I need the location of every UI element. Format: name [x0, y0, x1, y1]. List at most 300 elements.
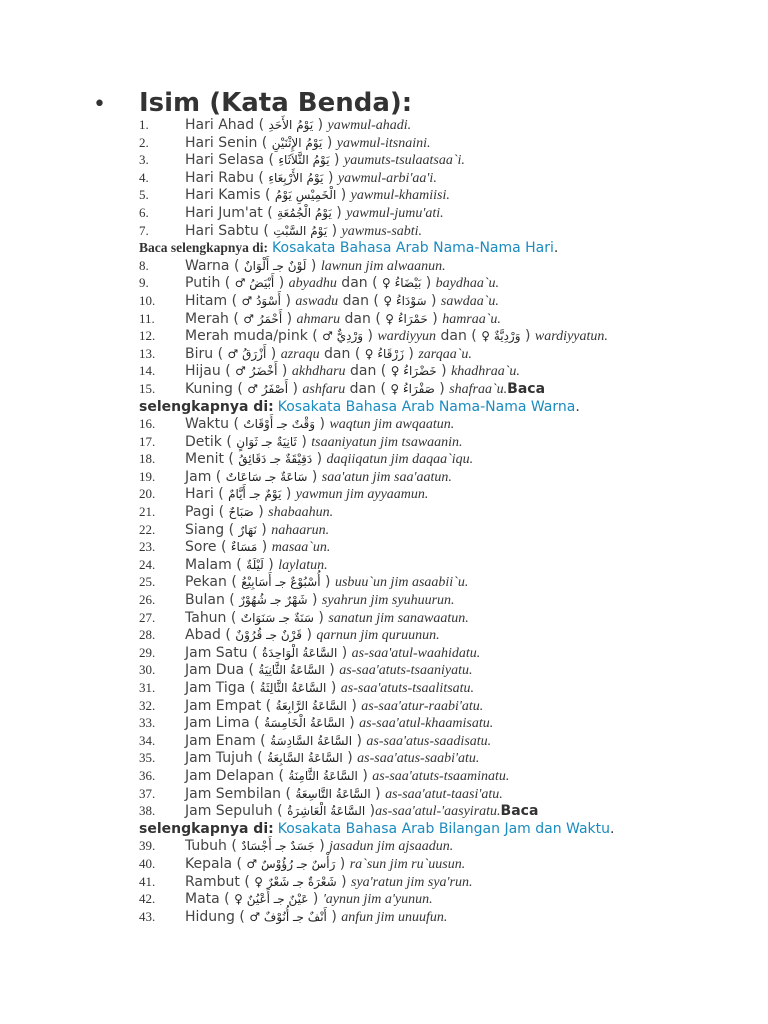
- indonesian-word: Jam Satu (: [185, 644, 262, 661]
- arabic-word: ♂ رَأْسٌ جـ رُؤُوْسٌ: [246, 856, 336, 871]
- transliteration-feminine: zarqaa`u.: [418, 346, 472, 362]
- arabic-word: السَّاعَةُ الثَّامِنَةُ: [288, 768, 358, 783]
- arabic-word-feminine: ♀ زَرْقَاءُ: [364, 346, 404, 361]
- indonesian-word: Jam Delapan (: [185, 767, 289, 784]
- item-number: 29.: [139, 644, 156, 660]
- arabic-word: ♀ شَعْرَةٌ جـ شَعْرٌ: [254, 874, 337, 889]
- paren-close: ): [342, 750, 358, 767]
- list-item: [139, 274, 759, 292]
- item-number: 37.: [139, 785, 156, 801]
- indonesian-word: Hari Ahad (: [185, 117, 269, 133]
- arabic-word: السَّاعَةُ الْعَاشِرَةُ: [287, 804, 366, 819]
- list-item: [139, 732, 759, 750]
- indonesian-word: Bulan (: [185, 592, 240, 609]
- transliteration: laylatun.: [278, 557, 328, 573]
- paren-close: ): [403, 345, 419, 362]
- read-more-period: .: [553, 240, 559, 257]
- paren-close: ): [277, 363, 292, 380]
- transliteration: lawnun jim alwaanun.: [320, 258, 446, 274]
- list-item: [139, 609, 759, 627]
- transliteration: as-saa'atul-'aasyiratu.: [375, 804, 501, 820]
- transliteration: yawmus-sabti.: [341, 223, 423, 239]
- conjunction: dan (: [338, 292, 384, 309]
- paren-close: ): [302, 627, 317, 644]
- item-number: 4.: [139, 169, 149, 185]
- item-text: [185, 591, 455, 610]
- item-text: [185, 169, 437, 188]
- item-number: 39.: [139, 838, 156, 854]
- paren-close: ): [434, 380, 450, 397]
- read-more-link[interactable]: Kosakata Bahasa Arab Nama-Nama Warna: [277, 398, 576, 415]
- paren-close: ): [336, 873, 352, 890]
- item-text: [185, 468, 452, 487]
- transliteration: sanatun jim sanawaatun.: [328, 610, 469, 626]
- read-more-label: Baca selengkapnya di:: [139, 240, 269, 256]
- item-number: 28.: [139, 627, 156, 643]
- indonesian-word: Detik (: [185, 433, 237, 450]
- item-text: [185, 890, 433, 909]
- indonesian-word: Mata (: [185, 891, 235, 908]
- paren-close: ): [313, 609, 329, 626]
- list-item: [139, 855, 759, 873]
- item-number: 34.: [139, 732, 156, 748]
- arabic-word: ♂ أَزْرَقُ: [227, 346, 267, 361]
- list-item: [139, 204, 759, 222]
- conjunction: dan (: [340, 310, 386, 327]
- indonesian-word: Rambut (: [185, 873, 255, 890]
- item-text: [185, 485, 428, 504]
- list-item: [139, 380, 759, 398]
- item-text: [185, 503, 333, 522]
- arabic-word: ♂ أَصْفَرُ: [247, 381, 289, 396]
- transliteration: yawmul-khamiisi.: [350, 188, 450, 204]
- arabic-word: السَّاعَةُ الثَّانِيَةُ: [258, 663, 325, 678]
- item-text: [185, 134, 431, 153]
- conjunction: dan (: [345, 363, 391, 380]
- item-number: 42.: [139, 891, 156, 907]
- item-text: [185, 732, 491, 751]
- conjunction: dan (: [319, 345, 365, 362]
- paren-close: ): [266, 345, 281, 362]
- indonesian-word: Hari Senin (: [185, 134, 272, 151]
- arabic-word: ♂ أَخْضَرُ: [235, 364, 278, 379]
- indonesian-word: Hijau (: [185, 363, 236, 380]
- indonesian-word: Merah muda/pink (: [185, 328, 323, 345]
- item-number: 31.: [139, 680, 156, 695]
- arabic-word: سَاعَةٌ جـ سَاعَاتٌ: [225, 469, 308, 484]
- item-text: [185, 415, 454, 434]
- read-more-link[interactable]: Kosakata Bahasa Arab Bilangan Jam dan Waktu: [277, 820, 611, 837]
- transliteration: as-saa'atul-khaamisatu.: [359, 716, 494, 732]
- indonesian-word: Warna (: [185, 257, 244, 274]
- transliteration: wardiyyun: [377, 329, 437, 345]
- list-item: [139, 257, 759, 275]
- transliteration: syahrun jim syuhuurun.: [321, 593, 455, 609]
- transliteration-feminine: shafraa`u.: [449, 381, 508, 397]
- list-item: [139, 151, 759, 169]
- list-item: [139, 433, 759, 451]
- arabic-word: لَيْلَةٌ: [246, 557, 264, 572]
- indonesian-word: Hari Selasa (: [185, 152, 279, 169]
- item-text: [185, 151, 465, 170]
- transliteration-feminine: baydhaa`u.: [435, 276, 500, 292]
- indonesian-word: Hidung (: [185, 908, 250, 925]
- list-item: [139, 679, 759, 697]
- item-number: 7.: [139, 222, 149, 238]
- indonesian-word: Sore (: [185, 539, 231, 556]
- transliteration-feminine: wardiyyatun.: [534, 329, 608, 345]
- indonesian-word: Jam (: [185, 468, 226, 485]
- item-number: 12.: [139, 328, 156, 344]
- paren-close: ): [326, 908, 342, 925]
- item-number: 11.: [139, 310, 155, 326]
- arabic-word-feminine: ♀ بَيْضَاءُ: [382, 276, 422, 291]
- arabic-word: ♂ وَرْدِيٌّ: [322, 329, 364, 344]
- item-number: 24.: [139, 556, 156, 572]
- item-number: 14.: [139, 363, 156, 379]
- list-item: [139, 556, 759, 574]
- indonesian-word: Kuning (: [185, 380, 248, 397]
- item-number: 13.: [139, 345, 156, 361]
- transliteration: akhdharu: [291, 364, 346, 380]
- indonesian-word: Merah (: [185, 310, 244, 327]
- arabic-word: وَقْتٌ جـ أَوْقَاتٌ: [243, 417, 316, 432]
- transliteration: waqtun jim awqaatun.: [329, 417, 455, 433]
- indonesian-word: Menit (: [185, 451, 239, 468]
- item-text: [185, 802, 538, 821]
- indonesian-word: Jam Sembilan (: [185, 785, 296, 802]
- paren-close: ): [281, 292, 296, 309]
- item-number: 25.: [139, 574, 156, 590]
- arabic-word: دَقِيْقَةٌ جـ دَقَائِقُ: [238, 452, 313, 467]
- paren-close: ): [257, 539, 272, 556]
- item-text: [185, 697, 483, 716]
- arabic-word: يَوْمٌ جـ أَيَّامٌ: [228, 487, 282, 502]
- arabic-word: ♂ أَحْمَرُ: [243, 311, 283, 326]
- item-text: [185, 679, 474, 698]
- item-text: [185, 767, 509, 786]
- paren-close: ): [336, 187, 351, 204]
- item-number: 9.: [139, 275, 149, 291]
- list-item: [139, 116, 759, 134]
- paren-close: ): [331, 204, 347, 221]
- item-number: 32.: [139, 697, 156, 713]
- paren-close: ): [323, 169, 338, 186]
- paren-close: ): [427, 310, 443, 327]
- transliteration: yawmul-ahadi.: [327, 118, 412, 133]
- paren-close: ): [436, 363, 452, 380]
- arabic-word: أُسْبُوْعٌ جـ أَسَابِيْعُ: [241, 575, 321, 590]
- paren-close: ): [357, 767, 373, 784]
- list-bullet: •: [93, 92, 106, 117]
- item-number: 5.: [139, 187, 149, 203]
- indonesian-word: Hari Sabtu (: [185, 222, 274, 239]
- list-item: [139, 749, 759, 767]
- item-text: [185, 749, 479, 768]
- list-item: [139, 134, 759, 152]
- transliteration: ra`sun jim ru`uusun.: [349, 856, 466, 872]
- conjunction: dan (: [345, 380, 391, 397]
- list-item: [139, 626, 759, 644]
- paren-close: ): [320, 574, 335, 591]
- item-number: 26.: [139, 592, 156, 608]
- transliteration: daqiiqatun jim daqaa`iqu.: [326, 452, 474, 468]
- arabic-word: مَسَاءٌ: [230, 540, 258, 555]
- paren-close: ): [335, 855, 350, 872]
- paren-close: ): [288, 380, 303, 397]
- item-text: [185, 661, 472, 680]
- item-number: 20.: [139, 486, 156, 502]
- transliteration-feminine: sawdaa`u.: [440, 293, 499, 309]
- list-item: [139, 873, 759, 891]
- item-text: [185, 274, 499, 293]
- paren-close: ): [324, 662, 340, 679]
- item-text: [185, 204, 444, 223]
- indonesian-word: Tubuh (: [185, 838, 242, 855]
- item-number: 43.: [139, 908, 156, 924]
- paren-close: ): [520, 328, 535, 345]
- list-item: [139, 573, 759, 591]
- arabic-word: ♂ أَسْوَدُ: [241, 293, 282, 308]
- list-item: [139, 450, 759, 468]
- item-text: [185, 573, 468, 592]
- transliteration: qarnun jim quruunun.: [316, 628, 440, 644]
- arabic-word: جَسَدٌ جـ أَجْسَادٌ: [241, 839, 315, 854]
- item-text: [185, 837, 453, 856]
- conjunction: dan (: [436, 328, 482, 345]
- item-text: [185, 908, 447, 927]
- transliteration: 'aynun jim a'yunun.: [322, 892, 433, 908]
- paren-close: ): [421, 275, 436, 292]
- item-number: 36.: [139, 767, 156, 783]
- paren-close: ): [307, 468, 322, 485]
- item-number: 41.: [139, 873, 156, 889]
- transliteration: yaumuts-tsulaatsaa`i.: [343, 153, 465, 169]
- indonesian-word: Waktu (: [185, 416, 244, 433]
- read-more-label: Baca: [500, 803, 539, 820]
- paren-close: ): [282, 310, 297, 327]
- transliteration: nahaarun.: [271, 522, 330, 538]
- list-item: [139, 292, 759, 310]
- arabic-word: صَبَاحٌ: [228, 505, 254, 520]
- arabic-word: السَّاعَةُ الْخَامِسَةُ: [264, 716, 345, 731]
- indonesian-word: Pagi (: [185, 504, 229, 521]
- item-number: 1.: [139, 117, 149, 132]
- paren-close: ): [308, 891, 323, 908]
- item-text: [185, 116, 411, 135]
- item-number: 10.: [139, 292, 156, 308]
- arabic-word: الْخَمِيْسِ يَوْمُ: [274, 188, 337, 203]
- item-number: 21.: [139, 504, 156, 520]
- item-number: 19.: [139, 468, 156, 484]
- paren-close: ): [307, 592, 322, 609]
- list-item: [139, 697, 759, 715]
- read-more-line: [139, 820, 759, 838]
- arabic-word-feminine: ♀ خَضْرَاءُ: [390, 364, 437, 379]
- indonesian-word: Jam Empat (: [185, 697, 276, 714]
- item-number: 33.: [139, 715, 156, 731]
- transliteration: anfun jim unuufun.: [341, 909, 448, 925]
- list-item: [139, 644, 759, 662]
- transliteration: as-saa'atut-taasi'atu.: [385, 786, 503, 802]
- item-number: 22.: [139, 521, 156, 537]
- transliteration: shabaahun.: [268, 505, 334, 521]
- transliteration: as-saa'atus-saabi'atu.: [357, 751, 480, 767]
- paren-close: ): [346, 697, 362, 714]
- paren-close: ): [312, 451, 327, 468]
- indonesian-word: Siang (: [185, 521, 239, 538]
- item-text: [185, 222, 422, 241]
- read-more-line: [139, 239, 759, 257]
- list-item: [139, 521, 759, 539]
- item-number: 3.: [139, 152, 149, 168]
- item-number: 40.: [139, 855, 156, 871]
- item-number: 23.: [139, 539, 156, 555]
- paren-close: ): [313, 117, 328, 133]
- transliteration: saa'atun jim saa'aatun.: [321, 469, 452, 485]
- transliteration: usbuu`un jim asaabii`u.: [334, 575, 469, 591]
- arabic-word: ثَانِيَةٌ جـ ثَوَانٍ: [236, 434, 297, 449]
- indonesian-word: Hari Jum'at (: [185, 204, 278, 221]
- item-text: [185, 609, 469, 628]
- item-text: [185, 362, 520, 381]
- item-number: 17.: [139, 433, 156, 449]
- paren-close: ): [296, 433, 312, 450]
- transliteration: azraqu: [280, 346, 320, 362]
- paren-close: ): [314, 838, 330, 855]
- list-item: [139, 785, 759, 803]
- list-item: [139, 362, 759, 380]
- read-more-line: [139, 398, 759, 416]
- arabic-word: يَوْمُ الأَرْبِعَاءِ: [268, 170, 324, 185]
- arabic-word: شَهْرٌ جـ شُهُوْرٌ: [239, 593, 308, 608]
- arabic-word: السَّاعَةُ الْوَاحِدَةُ: [262, 645, 338, 660]
- item-text: [185, 186, 450, 205]
- arabic-word: يَوْمُ الثَّلاَثَاءِ: [278, 153, 330, 168]
- item-text: [185, 433, 463, 452]
- paren-close: ): [365, 803, 376, 820]
- list-item: [139, 767, 759, 785]
- transliteration: ahmaru: [296, 311, 341, 327]
- arabic-word-feminine: ♀ وَرْدِيَّةٌ: [481, 329, 521, 344]
- arabic-word: ♀ عَيْنٌ جـ أَعْيُنٌ: [234, 892, 309, 907]
- indonesian-word: Malam (: [185, 556, 247, 573]
- paren-close: ): [329, 152, 344, 169]
- item-text: [185, 626, 440, 645]
- list-item: [139, 591, 759, 609]
- paren-close: ): [327, 222, 342, 239]
- arabic-word: يَوْمُ الأَحَدِ: [268, 118, 314, 132]
- paren-close: ): [274, 275, 289, 292]
- transliteration-feminine: khadhraa`u.: [451, 364, 520, 380]
- indonesian-word: Jam Sepuluh (: [185, 803, 288, 820]
- arabic-word: السَّاعَةُ التَّاسِعَةُ: [295, 786, 371, 801]
- paren-close: ): [363, 328, 378, 345]
- item-number: 8.: [139, 257, 149, 273]
- paren-close: ): [253, 504, 269, 521]
- read-more-label: Baca: [507, 380, 546, 397]
- arabic-word: نَهَارٌ: [238, 522, 257, 537]
- arabic-word: السَّاعَةُ السَّادِسَةُ: [270, 733, 353, 748]
- transliteration: yawmul-itsnaini.: [336, 135, 431, 151]
- indonesian-word: Jam Tiga (: [185, 680, 260, 696]
- item-number: 38.: [139, 803, 156, 819]
- transliteration: as-saa'atuts-tsaaminatu.: [372, 768, 510, 784]
- arabic-word: يَوْمُ الْجُمُعَةِ: [277, 205, 332, 220]
- read-more-period: .: [610, 820, 615, 837]
- list-item: [139, 186, 759, 204]
- read-more-label: selengkapnya di:: [139, 398, 274, 415]
- read-more-link[interactable]: Kosakata Bahasa Arab Nama-Nama Hari: [272, 240, 554, 257]
- list-item: [139, 169, 759, 187]
- indonesian-word: Biru (: [185, 345, 228, 362]
- vocabulary-list: [139, 116, 759, 925]
- item-number: 27.: [139, 609, 156, 625]
- list-item: [139, 908, 759, 926]
- transliteration: as-saa'atuts-tsaalitsatu.: [340, 681, 475, 696]
- arabic-word: لَوْنٌ جـ أَلْوَانٌ: [243, 258, 307, 273]
- item-text: [185, 556, 328, 575]
- item-text: [185, 521, 329, 540]
- transliteration: yawmul-jumu'ati.: [346, 205, 444, 221]
- indonesian-word: Hari Kamis (: [185, 187, 275, 204]
- list-item: [139, 714, 759, 732]
- list-item: [139, 661, 759, 679]
- arabic-word: قَرْنٌ جـ قُرُوْنٌ: [235, 628, 302, 643]
- item-number: 18.: [139, 451, 156, 467]
- list-item: [139, 415, 759, 433]
- list-item: [139, 327, 759, 345]
- item-number: 16.: [139, 416, 156, 432]
- transliteration-feminine: hamraa`u.: [442, 311, 501, 327]
- paren-close: ): [306, 257, 321, 274]
- list-item: [139, 802, 759, 820]
- item-number: 35.: [139, 750, 156, 766]
- paren-close: ): [352, 732, 367, 749]
- arabic-word: السَّاعَةُ الثَّالِثَةُ: [259, 681, 327, 695]
- item-text: [185, 327, 608, 346]
- paren-close: ): [326, 680, 341, 696]
- list-item: [139, 222, 759, 240]
- transliteration: as-saa'atur-raabi'atu.: [361, 698, 484, 714]
- indonesian-word: Putih (: [185, 275, 235, 292]
- arabic-word: ♂ أَبْيَضُ: [234, 276, 275, 291]
- item-text: [185, 257, 446, 276]
- transliteration: sya'ratun jim sya'run.: [351, 874, 473, 890]
- item-text: [185, 292, 499, 311]
- paren-close: ): [256, 521, 272, 538]
- item-text: [185, 714, 493, 733]
- transliteration: ashfaru: [302, 381, 346, 397]
- paren-close: ): [281, 486, 296, 503]
- transliteration: as-saa'atus-saadisatu.: [366, 733, 492, 749]
- arabic-word: السَّاعَةُ السَّابِعَةُ: [267, 751, 343, 766]
- indonesian-word: Pekan (: [185, 574, 242, 591]
- paren-close: ): [322, 134, 337, 151]
- item-text: [185, 873, 473, 892]
- item-text: [185, 855, 465, 874]
- transliteration: masaa`un.: [271, 540, 331, 556]
- indonesian-word: Jam Dua (: [185, 662, 259, 679]
- arabic-word: يَوْمُ السَّبْتِ: [273, 223, 328, 238]
- read-more-period: .: [575, 398, 580, 415]
- indonesian-word: Hitam (: [185, 292, 242, 309]
- section-title: Isim (Kata Benda):: [139, 88, 413, 118]
- arabic-word: يَوْمُ الإِثْنَيْنِ: [271, 135, 323, 150]
- item-number: 2.: [139, 134, 149, 150]
- arabic-word: ♂ أَنْفٌ جـ أُنُوْفٌ: [249, 909, 327, 924]
- item-number: 6.: [139, 204, 149, 220]
